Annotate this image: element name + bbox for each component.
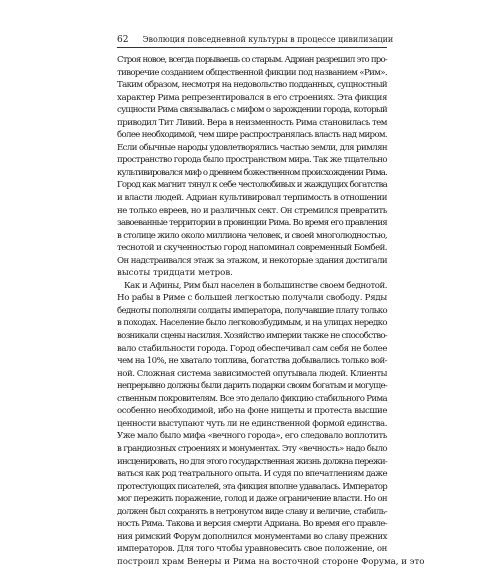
text-line: Как и Афины, Рим был населен в большинстве своем беднотой. [124,280,387,291]
text-line: Если обычные народы удовлетворялись частью земли, для римлян [117,142,387,153]
text-line: императоров. Для того чтобы уравновесить свое положение, он [117,544,387,555]
text-line: тиворечие созданием общественной фикции под названием «Рим». [117,67,387,78]
text-line: ценности выступают чуть ли не единственной формой единства. [117,418,387,429]
text-line: Строя новое, всегда порываешь со старым. Адриан разрешил это про- [117,55,387,65]
header-rule [117,47,387,48]
text-line: чем на 10%, не хватало топлива, богатства добывались только вой- [117,356,387,367]
text-line: в грандиозных строениях и монументах. Эту «вечность» надо было [117,443,387,454]
paragraph [117,280,425,568]
running-head-title: Эволюция повседневной культуры в процессе цивилизации [142,35,394,44]
text-line: культивировался миф о древнем божественном происхождении Рима. [117,167,387,178]
text-line: сущности Рима связывалась с мифом о зарождении города, который [117,105,387,116]
running-head [117,34,394,46]
body-text [117,54,425,568]
text-line: инсценировать, но для этого государственная жизнь должна пережи- [117,456,387,467]
text-line: теснотой и скученностью город напоминал современный Бомбей. [117,243,387,254]
paragraph [117,54,387,280]
text-line: протестующих писателей, эта фикция вполне удавалась. Император [117,481,387,492]
text-line: непрерывно должны были дарить подарки своим богатым и могуще- [117,381,387,392]
text-line: ность Рима. Такова и версия смерти Адриана. Во время его правле- [117,519,387,530]
text-line: приводил Тит Ливий. Вера в неизменность Рима становилась тем [117,117,387,128]
text-line: должен был сохранять в нетронутом виде славу и величие, стабиль- [117,506,387,517]
text-line: более необходимой, чем шире распространялась власть над миром. [117,130,387,141]
text-line: вало стабильности города. Город обеспечивал сам себя не более [117,343,387,354]
text-line: Но рабы в Риме с большей легкостью получали свободу. Ряды [117,293,387,304]
text-line: не только евреев, но и различных сект. Он стремился превратить [117,205,387,216]
text-line: Город как магнит тянул к себе честолюбивых и жаждущих богатства [117,180,387,191]
text-line: и власти людей. Адриан культивировал терпимость в отношении [117,193,387,204]
text-line: ния римский Форум дополнился монументами во славу прежних [117,531,387,542]
text-line: характер Рима репрезентировался в его строениях. Эта фикция [117,92,387,103]
text-line: высоты тридцати метров. [117,268,233,279]
text-line: завоеванные территории в провинции Рима. Во время его правления [117,218,387,229]
text-line: бедноты пополняли солдаты императора, получавшие плату только [117,305,387,316]
text-line: ственным покровителям. Все это делало фикцию стабильного Рима [117,393,387,404]
text-line: ваться как род театрального опыта. И судя по впечатлениям даже [117,469,387,480]
text-line: возникали сцены насилия. Хозяйство империи также не способство- [117,331,387,342]
text-line: в столице жило около миллиона человек, и своей многолюдностью, [117,230,387,241]
text-line: особенно необходимой, ибо на фоне нищеты и протеста высшие [117,406,387,417]
text-line: пространство города было пространством мира. Так же тщательно [117,155,387,166]
text-line: Он надстраивался этаж за этажом, и некоторые здания достигали [117,255,387,266]
text-line: мог пережить поражение, голод и даже ограничение власти. Но он [117,494,387,505]
page-number: 62 [117,35,129,45]
text-line: построил храм Венеры и Рима на восточной стороне Форума, и это [117,556,425,567]
text-line: Таким образом, несмотря на недовольство подданных, сущностный [117,80,387,91]
text-line: ной. Сложная система зависимостей опутывала людей. Клиенты [117,368,387,379]
text-line: в походах. Население было легковозбудимым, и на улицах нередко [117,318,387,329]
text-line: Уже мало было мифа «вечного города», его следовало воплотить [117,431,387,442]
